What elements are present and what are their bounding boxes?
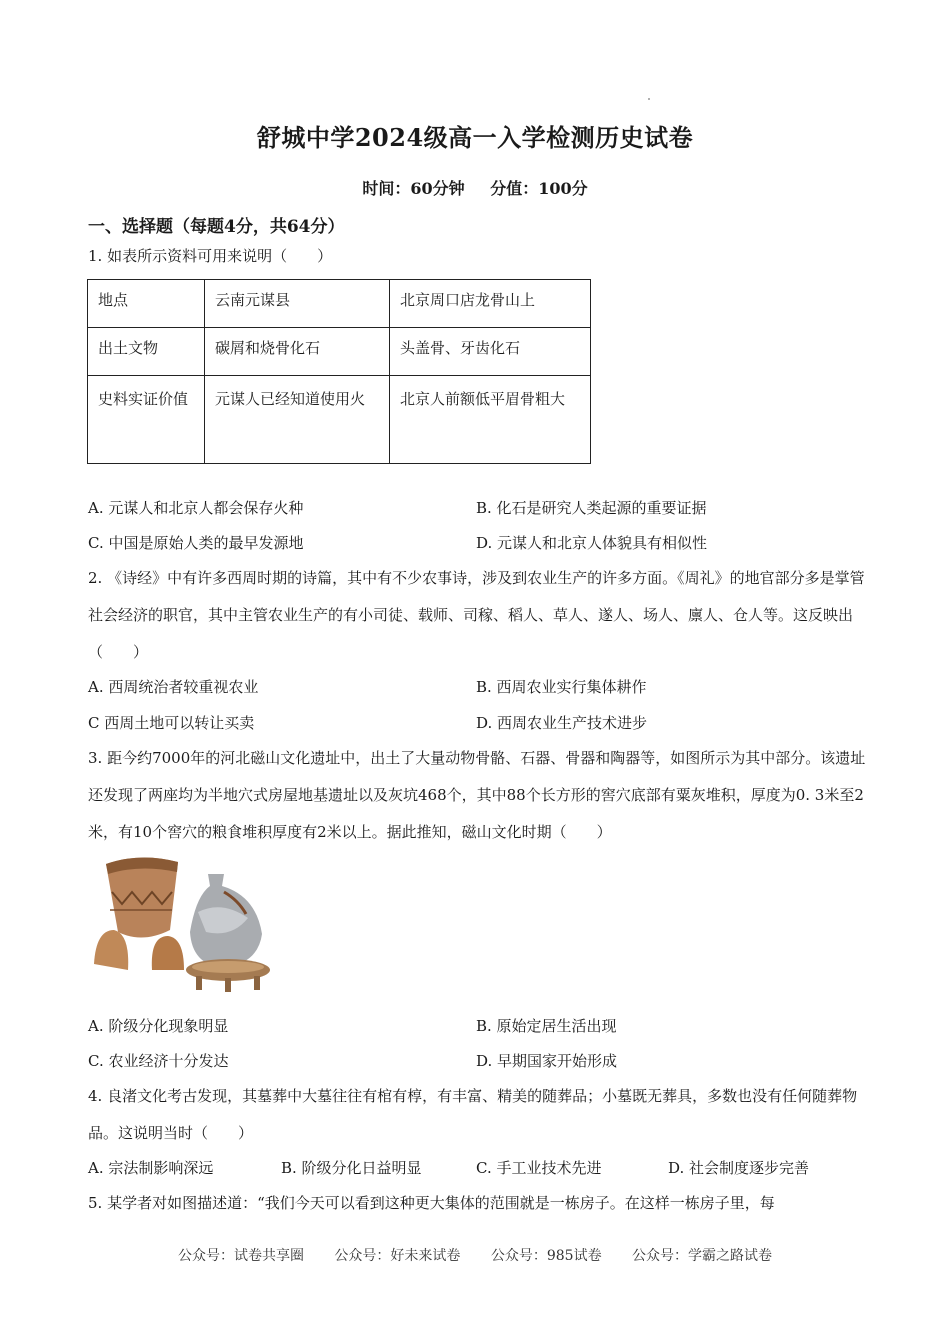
pottery-dish-inner [192,961,264,973]
question-1-option-d[interactable]: D. 元谋人和北京人体貌具有相似性 [476,534,708,552]
question-2-option-b[interactable]: B. 西周农业实行集体耕作 [476,678,647,696]
table-row [88,376,591,464]
footer-account: 公众号：好未来试卷 [334,1248,461,1264]
question-5-stem: 5. 某学者对如图描述道：“我们今天可以看到这种更大集体的范围就是一栋房子。在这样一栋房子里，每 [88,1194,775,1212]
table-cell: 出土文物 [88,328,205,376]
question-1-option-c[interactable]: C. 中国是原始人类的最早发源地 [88,534,304,552]
pottery-leg [254,976,260,990]
table-cell: 史料实证价值 [88,376,205,464]
footer-account: 公众号：试卷共享圈 [177,1248,304,1264]
question-3-option-a[interactable]: A. 阶级分化现象明显 [88,1017,229,1035]
question-4-option-c[interactable]: C. 手工业技术先进 [476,1159,602,1177]
question-3-option-c[interactable]: C. 农业经济十分发达 [88,1052,229,1070]
table-cell: 北京人前额低平眉骨粗大 [390,376,591,464]
pottery-artifacts-image [88,852,274,998]
table-row [88,328,591,376]
question-4-option-a[interactable]: A. 宗法制影响深远 [88,1159,214,1177]
question-2-option-a[interactable]: A. 西周统治者较重视农业 [88,678,259,696]
question-1-stem: 1. 如表所示资料可用来说明（ ） [88,247,333,265]
question-1-option-b[interactable]: B. 化石是研究人类起源的重要证据 [476,499,707,517]
table-cell: 碳屑和烧骨化石 [205,328,390,376]
question-1-table [87,279,591,464]
page-footer [0,1245,950,1265]
question-3-option-d[interactable]: D. 早期国家开始形成 [476,1052,618,1070]
page-title: 舒城中学2024级高一入学检测历史试卷 [256,123,694,152]
question-4-stem: 4. 良渚文化考古发现，其墓葬中大墓往往有棺有椁，有丰富、精美的随葬品；小墓既无葬具，多数也没有任何随葬物品。这说明当时（ ） [88,1087,858,1142]
table-cell: 头盖骨、牙齿化石 [390,328,591,376]
question-3-stem: 3. 距今约7000年的河北磁山文化遗址中，出土了大量动物骨骼、石器、骨器和陶器等，如图所示为其中部分。该遗址还发现了两座均为半地穴式房屋地基遗址以及灰坑468个，其中88个长方形的窖穴底部有粟灰堆积，厚度为0. 3米至2米，有10个窖穴的粮食堆积厚度有2米以上。据此推知，磁山文化时期（ ） [88,749,866,841]
speck [648,98,650,100]
question-3-option-b[interactable]: B. 原始定居生活出现 [476,1017,617,1035]
question-4-option-b[interactable]: B. 阶级分化日益明显 [281,1159,422,1177]
question-1-option-a[interactable]: A. 元谋人和北京人都会保存火种 [88,499,304,517]
table-cell: 北京周口店龙骨山上 [390,280,591,328]
table-cell: 地点 [88,280,205,328]
table-cell: 云南元谋县 [205,280,390,328]
exam-score: 分值：100分 [490,179,588,198]
exam-time: 时间：60分钟 [362,179,465,198]
footer-account: 公众号：学霸之路试卷 [632,1248,773,1264]
question-2-option-c[interactable]: C 西周土地可以转让买卖 [88,714,255,732]
pottery-leg [225,978,231,992]
pottery-support [152,936,184,970]
pottery-leg [196,976,202,990]
exam-info [0,176,950,199]
table-row [88,280,591,328]
section-heading: 一、选择题（每题4分，共64分） [88,217,345,237]
pottery-support [94,930,128,970]
question-4-option-d[interactable]: D. 社会制度逐步完善 [668,1159,810,1177]
footer-account: 公众号：985试卷 [490,1248,602,1264]
table-cell: 元谋人已经知道使用火 [205,376,390,464]
question-2-stem: 2. 《诗经》中有许多西周时期的诗篇，其中有不少农事诗，涉及到农业生产的许多方面。《周礼》的地官部分多是掌管社会经济的职官，其中主管农业生产的有小司徒、载师、司稼、稻人、草人、遂人、场人、廪人、仓人等。这反映出（ ） [88,569,865,661]
question-2-option-d[interactable]: D. 西周农业生产技术进步 [476,714,648,732]
